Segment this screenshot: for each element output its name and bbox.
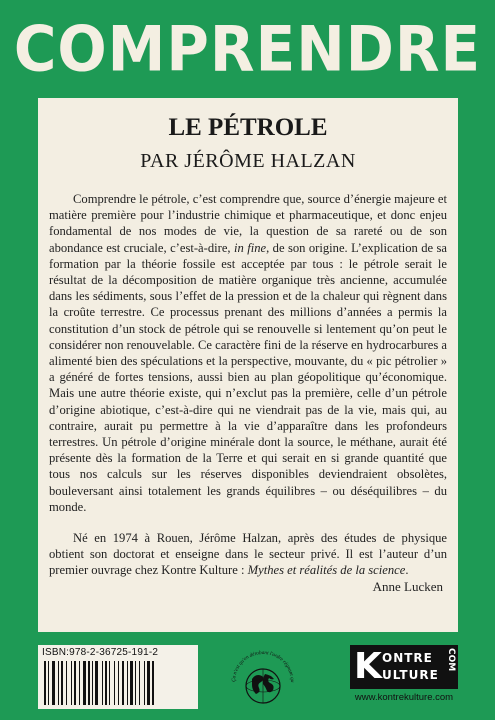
barcode-bar xyxy=(114,661,115,705)
barcode-bar xyxy=(118,661,119,705)
logo-k: K xyxy=(354,646,382,687)
series-title: COMPRENDRE xyxy=(13,12,482,86)
barcode-bar xyxy=(102,661,103,705)
barcode-bar xyxy=(147,661,150,705)
barcode-bar xyxy=(130,661,133,705)
barcode-bar xyxy=(74,661,76,705)
bio-text: Né en 1974 à Rouen, Jérôme Halzan, après des études de physique obtient son doctorat et enseigne dans le secteur privé. Il est l’auteur d’un premier ouvrage chez Kontre Kulture : xyxy=(49,531,447,578)
barcode-bar xyxy=(109,661,110,705)
globe-seal-icon xyxy=(225,648,301,712)
blurb-paragraph xyxy=(49,191,447,515)
barcode-bar xyxy=(52,661,55,705)
author-bio xyxy=(49,530,447,579)
barcode-bar xyxy=(144,661,145,705)
logo-line1: ONTRE xyxy=(382,651,433,665)
author-line: PAR JÉRÔME HALZAN xyxy=(140,150,356,172)
barcode-bar xyxy=(83,661,86,705)
book-title: LE PÉTROLE xyxy=(168,114,328,141)
barcode-bar xyxy=(105,661,107,705)
blurb xyxy=(49,191,447,579)
barcode-bar xyxy=(48,661,49,705)
barcode-bar xyxy=(61,661,63,705)
barcode-bar xyxy=(139,661,140,705)
barcode-bar xyxy=(79,661,80,705)
bio-italic: Mythes et réalités de la science xyxy=(247,563,406,578)
barcode-bar xyxy=(152,661,154,705)
logo-com-text: COM xyxy=(446,648,456,672)
logo-line2: ULTURE xyxy=(382,668,439,682)
barcode-bar xyxy=(92,661,93,705)
isbn-label: ISBN:978-2-36725-191-2 xyxy=(42,647,159,658)
barcode-bar xyxy=(58,661,59,705)
logo-com xyxy=(445,648,455,675)
barcode-bar xyxy=(66,661,67,705)
barcode-bar xyxy=(135,661,136,705)
bio-text: . xyxy=(405,563,409,578)
barcode-bar xyxy=(71,661,72,705)
blurb-italic: in fine xyxy=(233,240,267,255)
barcode-bar xyxy=(122,661,124,705)
seal-text: Ça n'est qu'en dérobant l'ordre régnant qu xyxy=(230,649,296,683)
blurb-text: , de son origine. L’explication de sa formation par la théorie fossile est acceptée par tous : le pétrole serait le résultat de la décomposition de matière organique très ancienne, accumulée dans les sédiments, sous l’effet de la pression et de la chaleur qui règnent dans la croûte terrestre. Ce processus prenant des millions d’années a permis la constitution d’un stock de pétrole qui se renouvelle si lentement qu’on peut le considérer non renouvelable. Ce caractère fini de la réserve en hydrocarbures a alimenté bien des spéculations et la perspective, mouvante, du « pic pétrolier » a généré de fortes tensions, aussi bien au plan géopolitique qu’économique. Mais une autre théorie existe, qui n’exclut pas la première, celle d’un pétrole d’origine abiotique, c’est-à-dire qui ne viendrait pas de la vie, mais qui, au contraire, aurait pu permettre à la vie d’apparaître dans les profondeurs terrestres. Un pétrole d’origine minérale dont la source, le méthane, aurait été présente dès la formation de la Terre et qui serait en si grande quantité que tous nos calculs sur les réserves disponibles deviendraient obsolètes, bouleversant ainsi totalement les grands équilibres – ou déséquilibres – du monde. xyxy=(49,240,447,514)
barcode xyxy=(38,645,198,709)
barcode-bar xyxy=(44,661,46,705)
blurb-text: Comprendre le pétrole, c’est comprendre que, source d’énergie majeure et matière première pour l’industrie chimique et pharmaceutique, et donc enjeu fondamental de nos modes de vie, la question de sa rareté ou de son abondance est cruciale, c’est-à-dire, xyxy=(49,192,447,255)
barcode-bar xyxy=(88,661,90,705)
barcode-bars xyxy=(44,661,192,705)
signature: Anne Lucken xyxy=(372,579,443,594)
website-link[interactable]: www.kontrekulture.com xyxy=(354,692,454,703)
back-cover-panel xyxy=(38,98,458,632)
barcode-bar xyxy=(127,661,128,705)
barcode-bar xyxy=(95,661,98,705)
publisher-logo xyxy=(350,645,458,689)
